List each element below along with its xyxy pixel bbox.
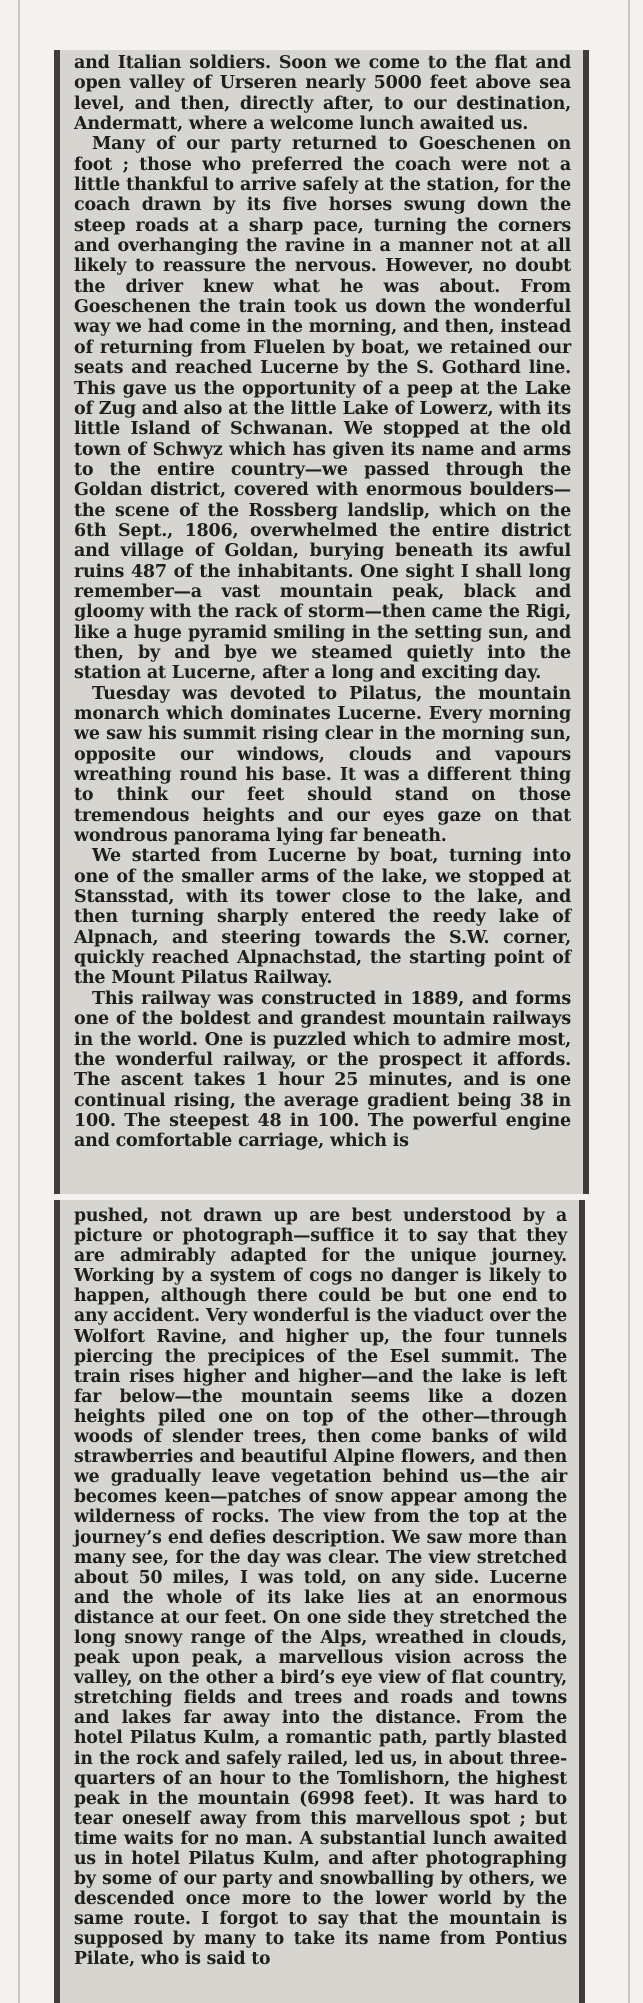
newspaper-clipping-2 <box>54 1200 585 2003</box>
paragraph: pushed, not drawn up are best understood by a picture or photograph—suffice it to say that they are admirably adapted for the unique journey. Working by a system of cogs no danger is likely to happen, although there could be but one end to any accident. Very wonderful is the viaduct over the Wolfort Ravine, and higher up, the four tunnels piercing the precipices of the Esel summit. The train rises higher and higher—and the lake is left far below—the mountain seems like a dozen heights piled one on top of the other—through woods of slender trees, then come banks of wild strawberries and beautiful Alpine flowers, and then we gradually leave vegetation behind us—the air becomes keen—patches of snow appear among the wilderness of rocks. The view from the top at the journey’s end defies description. We saw more than many see, for the day was clear. The view stretched about 50 miles, I was told, on any side. Lucerne and the whole of its lake lies at an enormous distance at our feet. On one side they stretched the long snowy range of the Alps, wreathed in clouds, peak upon peak, a marvellous vision across the valley, on the other a bird’s eye view of flat country, stretching fields and trees and roads and towns and lakes far away into the distance. From the hotel Pilatus Kulm, a romantic path, partly blasted in the rock and safely railed, led us, in about three-quarters of an hour to the Tomlishorn, the highest peak in the mountain (6998 feet). It was hard to tear oneself away from this marvellous spot ; but time waits for no man. A substantial lunch awaited us in hotel Pilatus Kulm, and after photographing by some of our party and snowballing by others, we descended once more to the lower world by the same route. I forgot to say that the mountain is supposed by many to take its name from Pontius Pilate, who is said to <box>74 1206 567 1970</box>
paragraph: and Italian soldiers. Soon we come to the flat and open valley of Urseren nearly 5000 feet above sea level, and then, directly after, to our destination, Andermatt, where a welcome lunch awaited us. <box>74 53 571 135</box>
page-rule-left <box>18 0 20 2003</box>
paragraph: This railway was constructed in 1889, and forms one of the boldest and grandest mountain railways in the world. One is puzzled which to admire most, the wonderful railway, or the prospect it affords. The ascent takes 1 hour 25 minutes, and is one continual rising, the average gradient being 38 in 100. The steepest 48 in 100. The powerful engine and comfortable carriage, which is <box>74 988 571 1152</box>
page-rule-right <box>628 0 630 2003</box>
newspaper-clipping-1 <box>54 50 589 1194</box>
paragraph: We started from Lucerne by boat, turning into one of the smaller arms of the lake, we stopped at Stansstad, with its tower close to the lake, and then turning sharply entered the reedy lake of Alpnach, and steering towards the S.W. corner, quickly reached Alpnachstad, the starting point of the Mount Pilatus Railway. <box>74 846 571 989</box>
paragraph: Many of our party returned to Goeschenen on foot ; those who preferred the coach were not a little thankful to arrive safely at the station, for the coach drawn by its five horses swung down the steep roads at a sharp pace, turning the corners and overhanging the ravine in a manner not at all likely to reassure the nervous. However, no doubt the driver knew what he was about. From Goeschenen the train took us down the wonderful way we had come in the morning, and then, instead of returning from Fluelen by boat, we retained our seats and reached Lucerne by the S. Gothard line. This gave us the opportunity of a peep at the Lake of Zug and also at the little Lake of Lowerz, with its little Island of Schwanan. We stopped at the old town of Schwyz which has given its name and arms to the entire country—we passed through the Goldan district, covered with enormous boulders—the scene of the Rossberg landslip, which on the 6th Sept., 1806, overwhelmed the entire district and village of Goldan, burying beneath its awful ruins 487 of the inhabitants. One sight I shall long remember—a vast mountain peak, black and gloomy with the rack of storm—then came the Rigi, like a huge pyramid smiling in the setting sun, and then, by and bye we steamed quietly into the station at Lucerne, after a long and exciting day. <box>74 134 571 684</box>
paragraph: Tuesday was devoted to Pilatus, the mountain monarch which dominates Lucerne. Every morning we saw his summit rising clear in the morning sun, opposite our windows, clouds and vapours wreathing round his base. It was a different thing to think our feet should stand on those tremendous heights and our eyes gaze on that wondrous panorama lying far beneath. <box>74 683 571 847</box>
